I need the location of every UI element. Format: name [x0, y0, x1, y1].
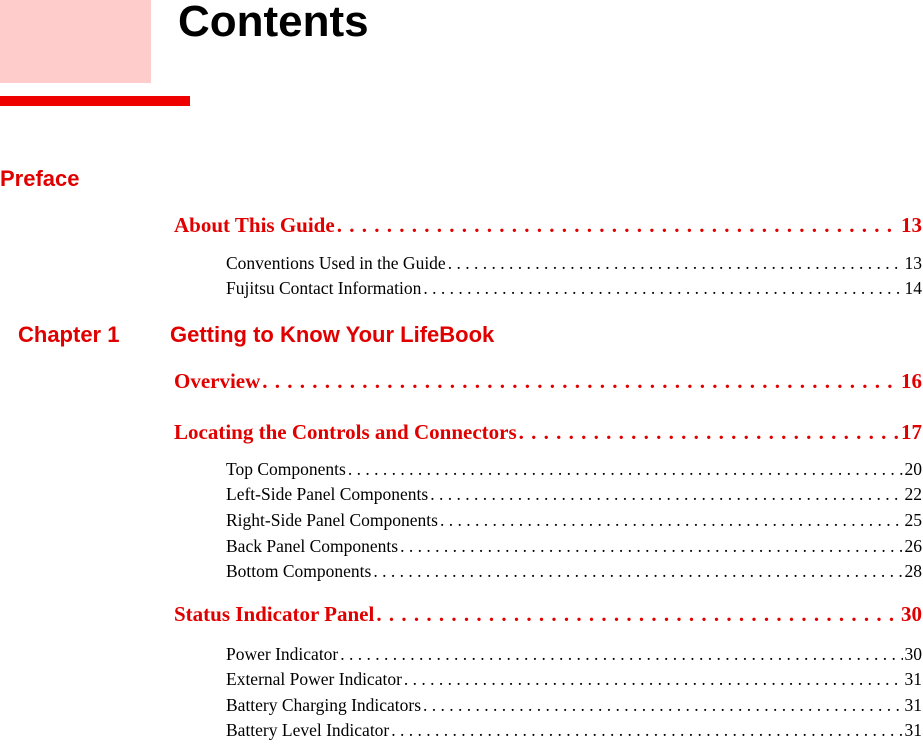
toc-entry-page: 28 [904, 561, 922, 581]
page-title: Contents [178, 0, 369, 46]
toc-entry-page: 16 [901, 369, 922, 393]
dot-leader [448, 252, 903, 274]
dot-leader [423, 694, 902, 716]
toc-entry-title: Left-Side Panel Components [226, 484, 429, 504]
toc-entry-battery-charging[interactable] [226, 694, 922, 716]
dot-leader [391, 719, 902, 741]
toc-entry-title: Bottom Components [226, 561, 372, 581]
toc-entry-right-side-panel[interactable] [226, 509, 922, 531]
chapter-number: Chapter 1 [18, 322, 120, 347]
toc-entry-title: About This Guide [174, 213, 335, 237]
dot-leader [440, 509, 903, 531]
dot-leader [519, 419, 899, 445]
toc-entry-locating-controls[interactable] [174, 419, 922, 445]
toc-entry-title: External Power Indicator [226, 669, 402, 689]
toc-entry-bottom-components[interactable] [226, 560, 922, 582]
toc-entry-page: 20 [904, 459, 922, 479]
toc-entry-page: 25 [904, 510, 922, 530]
chapter-title: Getting to Know Your LifeBook [170, 322, 495, 347]
toc-entry-status-indicator-panel[interactable] [174, 601, 922, 627]
header-rule [0, 96, 190, 106]
toc-entry-fujitsu-contact[interactable] [226, 277, 922, 299]
dot-leader [423, 277, 902, 299]
chapter-tab-decoration [0, 0, 151, 83]
toc-entry-page: 31 [904, 720, 922, 740]
toc-entry-left-side-panel[interactable] [226, 483, 922, 505]
toc-entry-page: 13 [901, 213, 922, 237]
toc-entry-title: Battery Level Indicator [226, 720, 390, 740]
toc-entry-page: 30 [904, 644, 922, 664]
dot-leader [340, 643, 902, 665]
toc-entry-title: Top Components [226, 459, 346, 479]
dot-leader [337, 212, 899, 238]
toc-entry-page: 22 [904, 484, 922, 504]
toc-entry-title: Back Panel Components [226, 536, 399, 556]
dot-leader [430, 483, 902, 505]
toc-entry-title: Status Indicator Panel [174, 602, 375, 626]
dot-leader [348, 458, 903, 480]
toc-entry-title: Battery Charging Indicators [226, 695, 422, 715]
chapter-heading [18, 321, 494, 349]
toc-entry-top-components[interactable] [226, 458, 922, 480]
toc-entry-page: 30 [901, 602, 922, 626]
toc-entry-overview[interactable] [174, 368, 922, 394]
toc-entry-title: Power Indicator [226, 644, 339, 664]
toc-entry-title: Overview [174, 369, 261, 393]
dot-leader [404, 668, 903, 690]
toc-entry-title: Locating the Controls and Connectors [174, 420, 517, 444]
toc-entry-back-panel[interactable] [226, 535, 922, 557]
toc-entry-page: 26 [904, 536, 922, 556]
dot-leader [262, 368, 899, 394]
toc-entry-power-indicator[interactable] [226, 643, 922, 665]
dot-leader [400, 535, 902, 557]
toc-entry-title: Conventions Used in the Guide [226, 253, 446, 273]
toc-entry-title: Fujitsu Contact Information [226, 278, 422, 298]
toc-entry-page: 31 [904, 669, 922, 689]
preface-heading: Preface [0, 166, 80, 191]
toc-entry-title: Right-Side Panel Components [226, 510, 438, 530]
toc-entry-external-power-indicator[interactable] [226, 668, 922, 690]
toc-entry-page: 13 [904, 253, 922, 273]
dot-leader [373, 560, 902, 582]
toc-entry-page: 14 [904, 278, 922, 298]
toc-entry-page: 17 [901, 420, 922, 444]
toc-entry-battery-level[interactable] [226, 719, 922, 741]
toc-entry-page: 31 [904, 695, 922, 715]
dot-leader [376, 601, 899, 627]
toc-entry-about-this-guide[interactable] [174, 212, 922, 238]
toc-entry-conventions[interactable] [226, 252, 922, 274]
